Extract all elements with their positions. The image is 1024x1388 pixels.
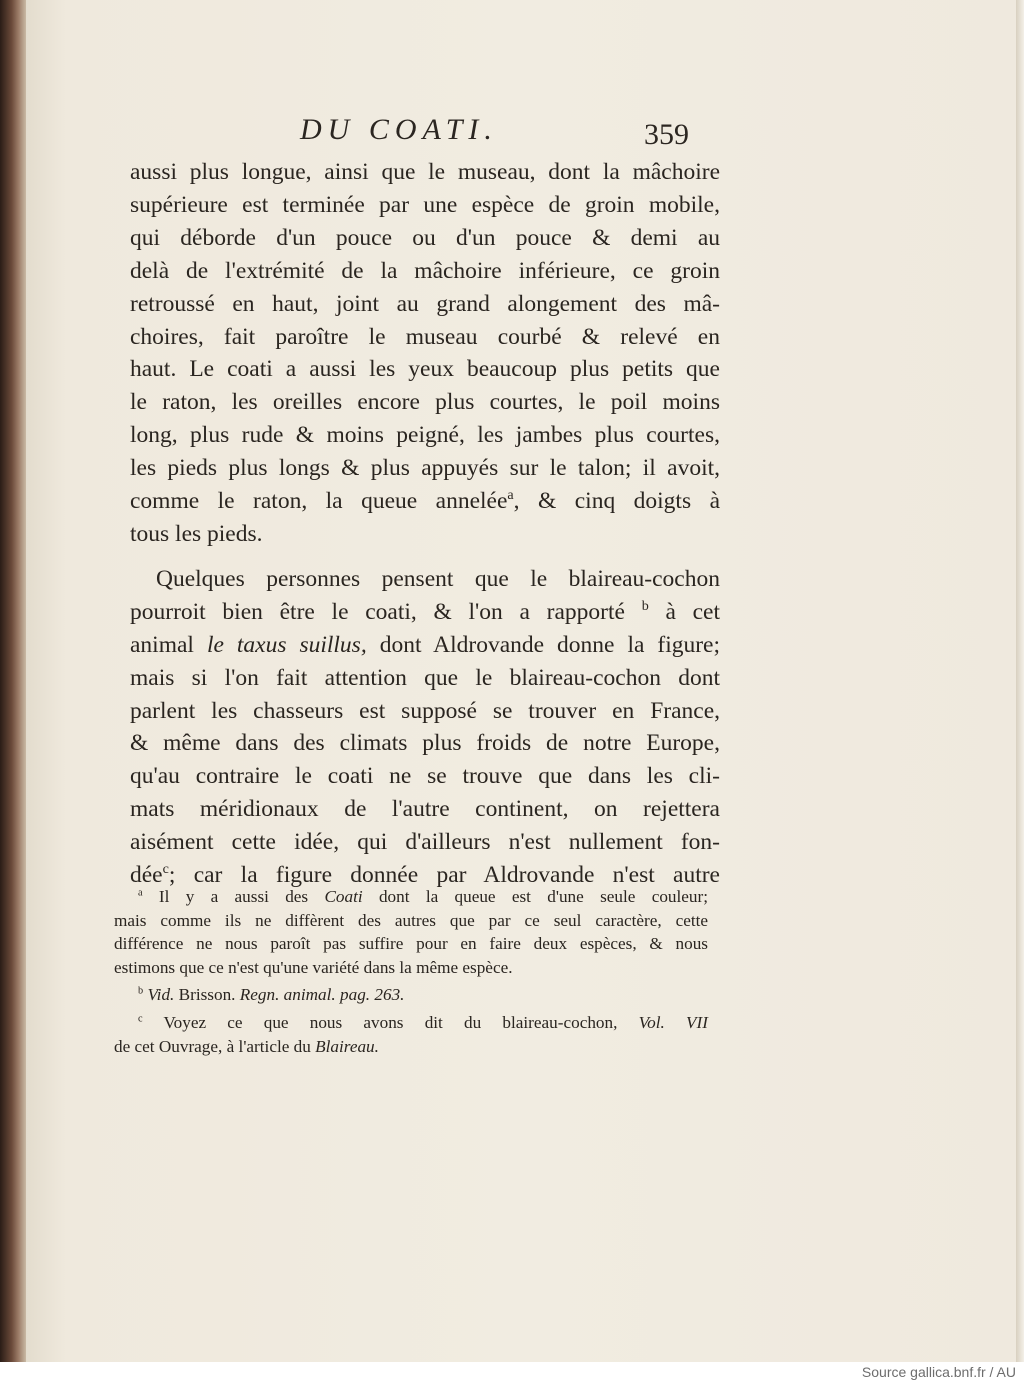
- footnote-line: différence ne nous paroît pas suffire pour en faire deux espèces, & nous: [114, 934, 708, 954]
- text-segment: dée: [130, 862, 163, 889]
- text-line: aussi plus longue, ainsi que le museau, dont la mâchoire: [130, 159, 720, 185]
- text-segment: pourroit bien être le coati, & l'on a rapporté: [130, 598, 625, 625]
- footnote-line: estimons que ce n'est qu'une variété dans la même espèce.: [114, 957, 513, 977]
- footnotes: [114, 885, 708, 1058]
- page-number: 359: [644, 118, 689, 151]
- text-line: qui déborde d'un pouce ou d'un pouce & demi au: [130, 224, 720, 251]
- text-line: mais si l'on fait attention que le blaireau-cochon dont: [130, 664, 720, 691]
- text-line: supérieure est terminée par une espèce de groin mobile,: [130, 191, 720, 218]
- text-line: [130, 485, 720, 518]
- text-line: retroussé en haut, joint au grand alongement des mâ-: [130, 290, 720, 317]
- text-segment: à cet: [665, 598, 721, 625]
- text-line: qu'au contraire le coati ne se trouve que dans les cli-: [130, 763, 720, 790]
- running-head: DU COATI.: [300, 113, 498, 146]
- footnote-marker-c: c: [162, 861, 169, 878]
- footnote-line: de cet Ouvrage, à l'article du Blaireau.: [114, 1036, 379, 1056]
- text-line: choires, fait paroître le museau courbé & relevé en: [130, 323, 720, 350]
- page-edge: [1016, 0, 1024, 1362]
- footnote-marker-a: a: [507, 487, 514, 504]
- text-line: & même dans des climats plus froids de notre Europe,: [130, 730, 720, 757]
- main-text: [130, 156, 720, 892]
- footnote-marker: b: [138, 985, 144, 997]
- text-line: [130, 596, 720, 629]
- book-binding-edge: [0, 0, 26, 1362]
- text-line: Quelques personnes pensent que le blaireau-cochon: [156, 565, 720, 592]
- text-line: haut. Le coati a aussi les yeux beaucoup plus petits que: [130, 356, 720, 383]
- text-line: aisément cette idée, qui d'ailleurs n'est nullement fon-: [130, 829, 720, 856]
- text-line: les pieds plus longs & plus appuyés sur le talon; il avoit,: [130, 455, 720, 482]
- footnote-b: $^b$ Vid. Brisson. Regn. animal. pag. 263.: [138, 985, 405, 1005]
- footnote-c: $^c$ Voyez ce que nous avons dit du blaireau-cochon, Vol. VII: [138, 1012, 708, 1032]
- text-segment: , & cinq doigts à: [513, 488, 720, 515]
- source-credit: Source gallica.bnf.fr / AU: [861, 1364, 1016, 1380]
- text-line: le raton, les oreilles encore plus courtes, le poil moins: [130, 389, 720, 416]
- text-segment: comme le raton, la queue annelée: [130, 488, 508, 515]
- footnote-line: mais comme ils ne diffèrent des autres que par ce seul caractère, cette: [114, 910, 708, 930]
- italic-term: Coati: [324, 887, 363, 906]
- text-line: [130, 629, 720, 662]
- text-segment: animal: [130, 631, 194, 658]
- footnote-marker: c: [138, 1013, 143, 1025]
- footnote-a: $^a$ Il y a aussi des Coati dont la queue est d'une seule couleur;: [138, 887, 709, 906]
- footnote-marker-b: b: [641, 597, 649, 614]
- text-line: delà de l'extrémité de la mâchoire inférieure, ce groin: [130, 257, 720, 284]
- text-line: parlent les chasseurs est supposé se trouver en France,: [130, 697, 720, 724]
- text-line: long, plus rude & moins peigné, les jambes plus courtes,: [130, 422, 720, 449]
- footnote-marker: a: [138, 887, 143, 899]
- text-line: tous les pieds.: [130, 520, 263, 547]
- text-segment: ; car la figure donnée par Aldrovande n'est autre: [168, 862, 720, 889]
- latin-name: le taxus suillus,: [206, 631, 367, 658]
- text-segment: dont Aldrovande donne la figure;: [379, 631, 721, 658]
- text-line: mats méridionaux de l'autre continent, on rejettera: [130, 796, 720, 823]
